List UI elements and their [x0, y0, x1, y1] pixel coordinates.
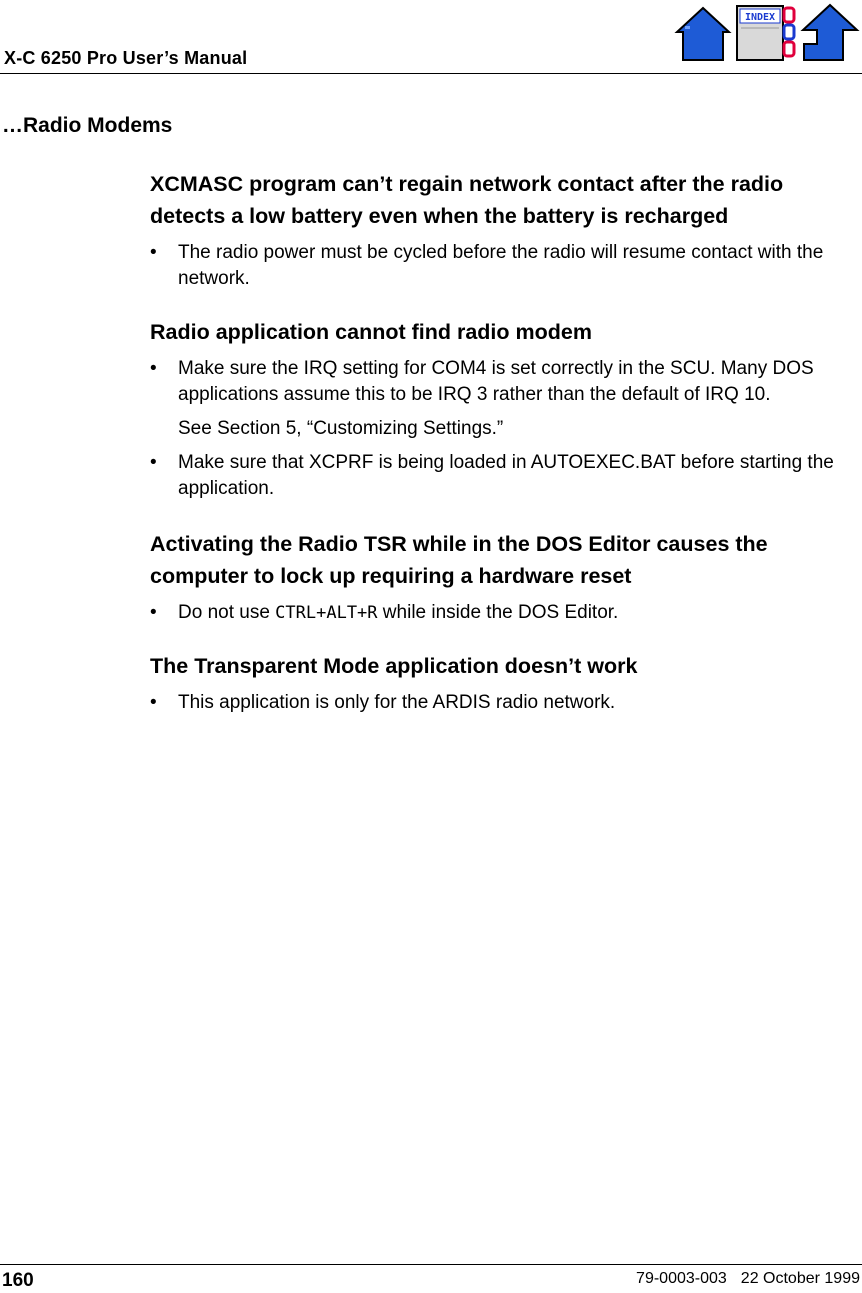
index-label: INDEX	[744, 12, 776, 23]
footer-rule	[0, 1264, 862, 1265]
topic	[150, 168, 862, 292]
page-number: 160	[2, 1270, 34, 1291]
bullet-item: • Do not use CTRL+ALT+R while inside the DOS Editor.	[150, 602, 619, 623]
key-combination: CTRL+ALT+R	[275, 603, 378, 623]
topic-heading: Activating the Radio TSR while in the DOS Editor causes the computer to lock up requiring a hardware reset	[150, 532, 768, 588]
header-rule	[0, 73, 862, 74]
index-icon	[735, 2, 797, 64]
see-also-reference: See Section 5, “Customizing Settings.”	[178, 418, 504, 439]
document-date: 22 October 1999	[740, 1270, 860, 1287]
up-button[interactable]	[800, 2, 862, 64]
topic-heading: The Transparent Mode application doesn’t work	[150, 654, 638, 678]
bullet-item: • This application is only for the ARDIS radio network.	[150, 692, 616, 713]
topic	[150, 650, 862, 716]
bullet-item: • Make sure the IRQ setting for COM4 is set correctly in the SCU. Many DOS applications assume this to be IRQ 3 rather than the default of IRQ 10.	[150, 358, 814, 405]
topic-heading: Radio application cannot find radio modem	[150, 320, 592, 344]
document-info	[636, 1270, 860, 1288]
document-number: 79-0003-003	[636, 1270, 727, 1287]
home-button[interactable]	[674, 2, 732, 64]
manual-title: X-C 6250 Pro User’s Manual	[4, 48, 248, 68]
index-button[interactable]	[735, 2, 797, 64]
up-arrow-icon	[800, 2, 862, 64]
topic-heading: XCMASC program can’t regain network contact after the radio detects a low battery even when the battery is recharged	[150, 172, 784, 228]
bullet-item: • Make sure that XCPRF is being loaded in AUTOEXEC.BAT before starting the application.	[150, 452, 834, 499]
section-title: …Radio Modems	[2, 114, 173, 137]
bullet-item: • The radio power must be cycled before the radio will resume contact with the network.	[150, 242, 824, 289]
topic	[150, 528, 862, 626]
home-icon	[674, 2, 732, 64]
troubleshooting-content	[150, 168, 862, 716]
topic	[150, 316, 862, 502]
